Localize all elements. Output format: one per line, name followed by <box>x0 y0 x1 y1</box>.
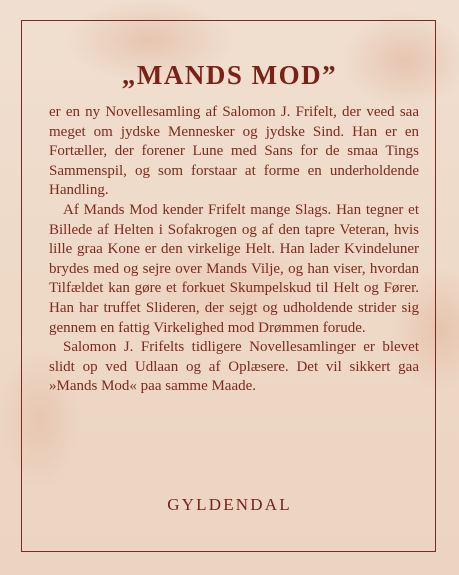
paragraph-previous-works: Salomon J. Frifelts tidligere Novellesamlinger er blevet slidt op ved Udlaan og af Oplæsere. Det vil sikkert gaa »Mands Mod« paa samme Maade. <box>49 339 419 395</box>
paragraph-intro: er en ny Novellesamling af Salomon J. Frifelt, der veed saa meget om jydske Mennesker og jydske Sind. Han er en Fortæller, der forener Lune med Sans for de smaa Tings Sammenspil, og som forstaar at forme en underholdende Handling. <box>49 104 419 199</box>
paragraph-themes: Af Mands Mod kender Frifelt mange Slags. Han tegner et Billede af Helten i Sofakrogen og af den tapre Veteran, hvis lille graa Kone er den virkelige Helt. Han lader Kvindeluner brydes med og sejre over Mands Vilje, og han viser, hvordan Tilfældet kan gøre et forkuet Skumpelskud til Helt og Fører. Han har truffet Slideren, der sejgt og udholdende strider sig gennem en fattig Virkelighed mod Drømmen forude. <box>49 201 419 336</box>
publisher-name: GYLDENDAL <box>167 495 292 514</box>
body-text <box>49 103 419 397</box>
page-title: „MANDS MOD” <box>121 60 338 90</box>
